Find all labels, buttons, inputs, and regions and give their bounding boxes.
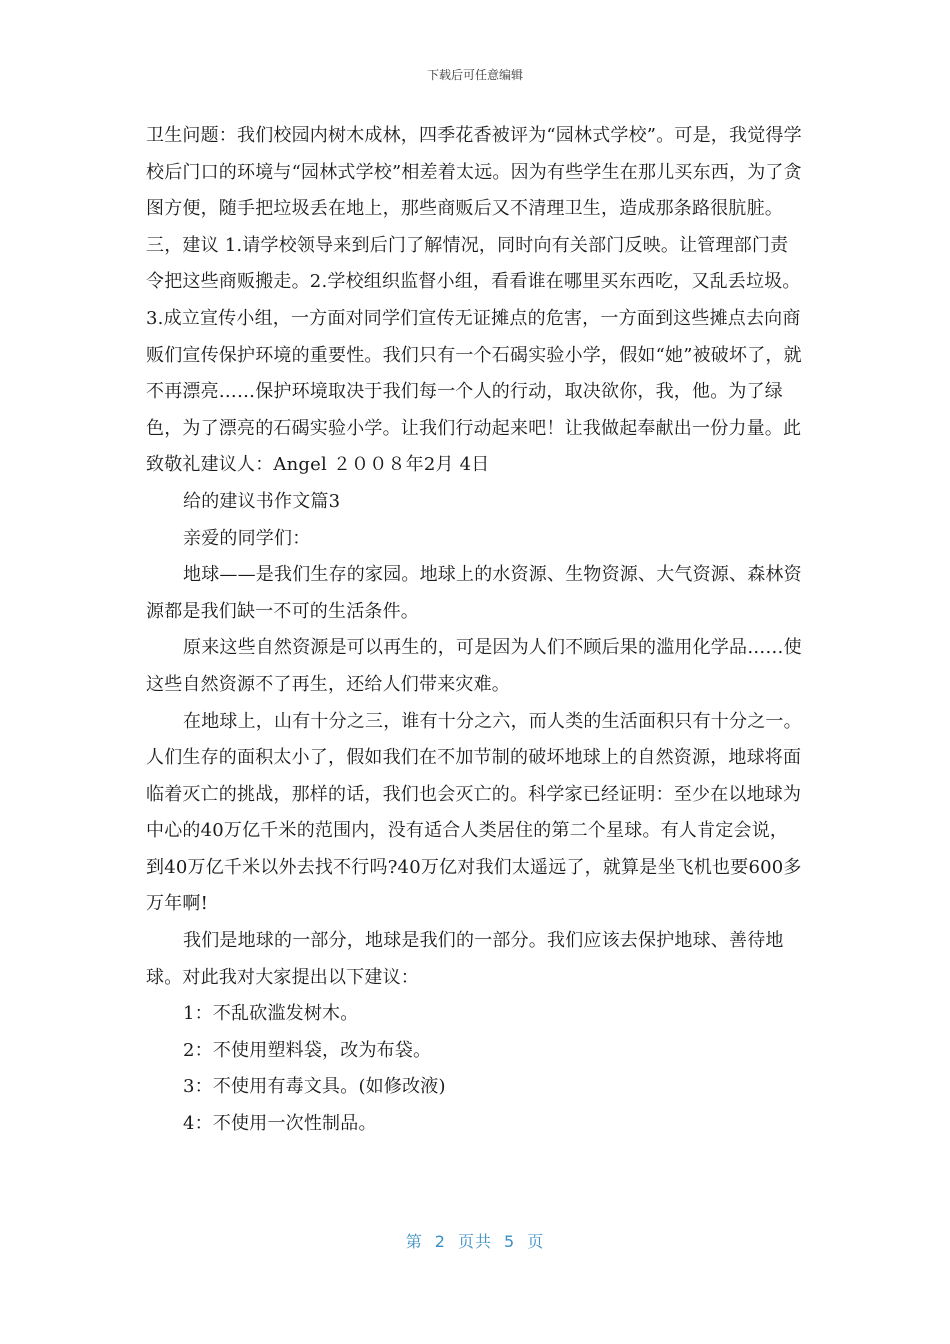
- body-paragraph: 我们是地球的一部分，地球是我们的一部分。我们应该去保护地球、善待地球。对此我对大家提出以下建议：: [146, 930, 784, 988]
- page-suffix: 页: [527, 1232, 545, 1251]
- page-header: 下载后可任意编辑: [426, 68, 523, 82]
- document-body: [146, 118, 806, 1143]
- salutation: 亲爱的同学们：: [183, 527, 311, 549]
- body-paragraph: 在地球上，山有十分之三，谁有十分之六，而人类的生活面积只有十分之一。人们生存的面积太小了，假如我们在不加节制的破坏地球上的自然资源，地球将面临着灭亡的挑战，那样的话，我们也会灭亡的。科学家已经证明：至少在以地球为中心的40万亿千米的范围内，没有适合人类居住的第二个星球。有人肯定会说，到40万亿千米以外去找不行吗?40万亿对我们太遥远了，就算是坐飞机也要600多万年啊!: [146, 710, 802, 915]
- intro-paragraph: 卫生问题：我们校园内树木成林，四季花香被评为“园林式学校”。可是，我觉得学校后门口的环境与“园林式学校”相差着太远。因为有些学生在那儿买东西，为了贪图方便，随手把垃圾丢在地上，那些商贩后又不清理卫生，造成那条路很肮脏。三，建议 1.请学校领导来到后门了解情况，同时向有关部门反映。让管理部门责令把这些商贩搬走。2.学校组织监督小组，看看谁在哪里买东西吃，又乱丢垃圾。3.成立宣传小组，一方面对同学们宣传无证摊点的危害，一方面到这些摊点去向商贩们宣传保护环境的重要性。我们只有一个石碣实验小学，假如“她”被破坏了，就不再漂亮……保护环境取决于我们每一个人的行动，取决欲你，我，他。为了绿色，为了漂亮的石碣实验小学。让我们行动起来吧！让我做起奉献出一份力量。此致敬礼建议人：Angel ２００８年2月 4日: [146, 125, 802, 476]
- current-page-number: 2: [434, 1232, 446, 1251]
- suggestion-item: 1：不乱砍滥发树木。: [183, 1003, 359, 1025]
- page-separator: 页共: [457, 1232, 492, 1251]
- page-footer: [0, 1229, 950, 1252]
- suggestion-item: 4：不使用一次性制品。: [183, 1113, 377, 1135]
- total-pages-number: 5: [504, 1232, 516, 1251]
- suggestion-item: 2：不使用塑料袋，改为布袋。: [183, 1039, 432, 1061]
- section-title: 给的建议书作文篇3: [183, 490, 341, 512]
- body-paragraph: 原来这些自然资源是可以再生的，可是因为人们不顾后果的滥用化学品……使这些自然资源不了再生，还给人们带来灾难。: [146, 637, 802, 695]
- body-paragraph: 地球——是我们生存的家园。地球上的水资源、生物资源、大气资源、森林资源都是我们缺一不可的生活条件。: [146, 564, 802, 622]
- page-label: 第: [405, 1232, 423, 1251]
- suggestion-item: 3：不使用有毒文具。(如修改液): [183, 1076, 446, 1098]
